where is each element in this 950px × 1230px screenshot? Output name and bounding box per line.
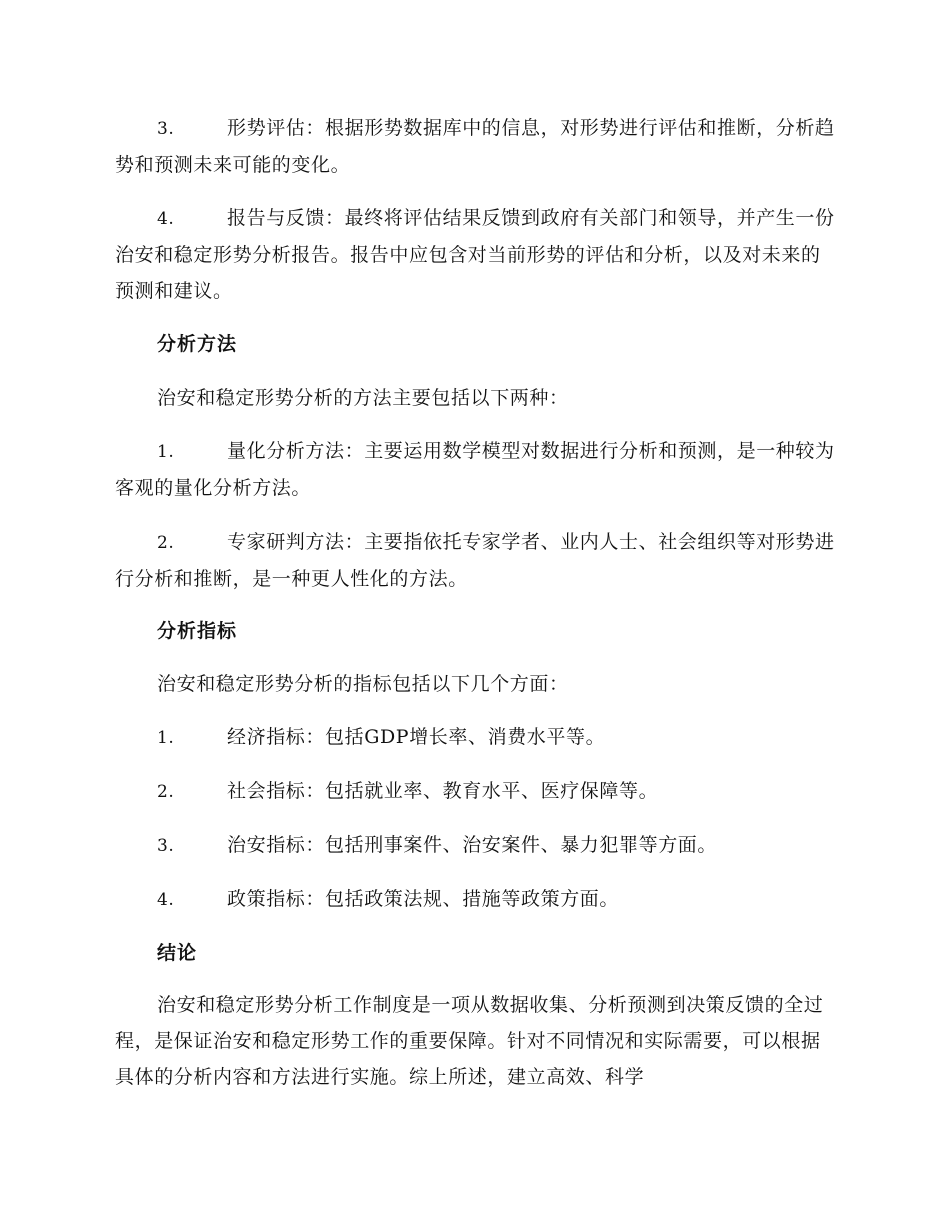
list-number: 3. xyxy=(157,836,175,856)
section-intro-indicators: 治安和稳定形势分析的指标包括以下几个方面： xyxy=(157,673,569,695)
list-text: 专家研判方法：主要指依托专家学者、业内人士、社会组织等对形势进行分析和推断，是一种更人性化的方法。 xyxy=(115,531,835,590)
list-number: 4. xyxy=(157,890,175,910)
list-number: 4. xyxy=(157,209,175,229)
list-item xyxy=(115,110,835,183)
list-text: 量化分析方法：主要运用数学模型对数据进行分析和预测，是一种较为客观的量化分析方法。 xyxy=(115,440,835,499)
section-heading-conclusion: 结论 xyxy=(157,942,198,964)
list-text: 形势评估：根据形势数据库中的信息，对形势进行评估和推断，分析趋势和预测未来可能的变化。 xyxy=(115,117,835,176)
list-item xyxy=(115,773,835,810)
list-item xyxy=(115,719,835,756)
list-item xyxy=(115,433,835,506)
list-text: 治安指标：包括刑事案件、治安案件、暴力犯罪等方面。 xyxy=(227,834,718,856)
list-text: 报告与反馈：最终将评估结果反馈到政府有关部门和领导，并产生一份治安和稳定形势分析报告。报告中应包含对当前形势的评估和分析，以及对未来的预测和建议。 xyxy=(115,207,835,302)
section-heading-indicators: 分析指标 xyxy=(157,620,238,642)
list-item xyxy=(115,881,835,918)
section-heading-methods: 分析方法 xyxy=(157,333,238,355)
list-number: 2. xyxy=(157,533,175,553)
list-item xyxy=(115,200,835,309)
conclusion-paragraph: 治安和稳定形势分析工作制度是一项从数据收集、分析预测到决策反馈的全过程，是保证治安和稳定形势工作的重要保障。针对不同情况和实际需要，可以根据具体的分析内容和方法进行实施。综上所述，建立高效、科学 xyxy=(115,994,824,1088)
list-number: 3. xyxy=(157,119,175,139)
list-number: 1. xyxy=(157,442,175,462)
list-item xyxy=(115,524,835,597)
list-number: 2. xyxy=(157,782,175,802)
list-item xyxy=(115,827,835,864)
list-text: 社会指标：包括就业率、教育水平、医疗保障等。 xyxy=(227,780,659,802)
section-intro-methods: 治安和稳定形势分析的方法主要包括以下两种： xyxy=(157,387,569,409)
list-text: 政策指标：包括政策法规、措施等政策方面。 xyxy=(227,888,620,910)
list-number: 1. xyxy=(157,728,175,748)
list-text: 经济指标：包括GDP增长率、消费水平等。 xyxy=(227,726,606,748)
